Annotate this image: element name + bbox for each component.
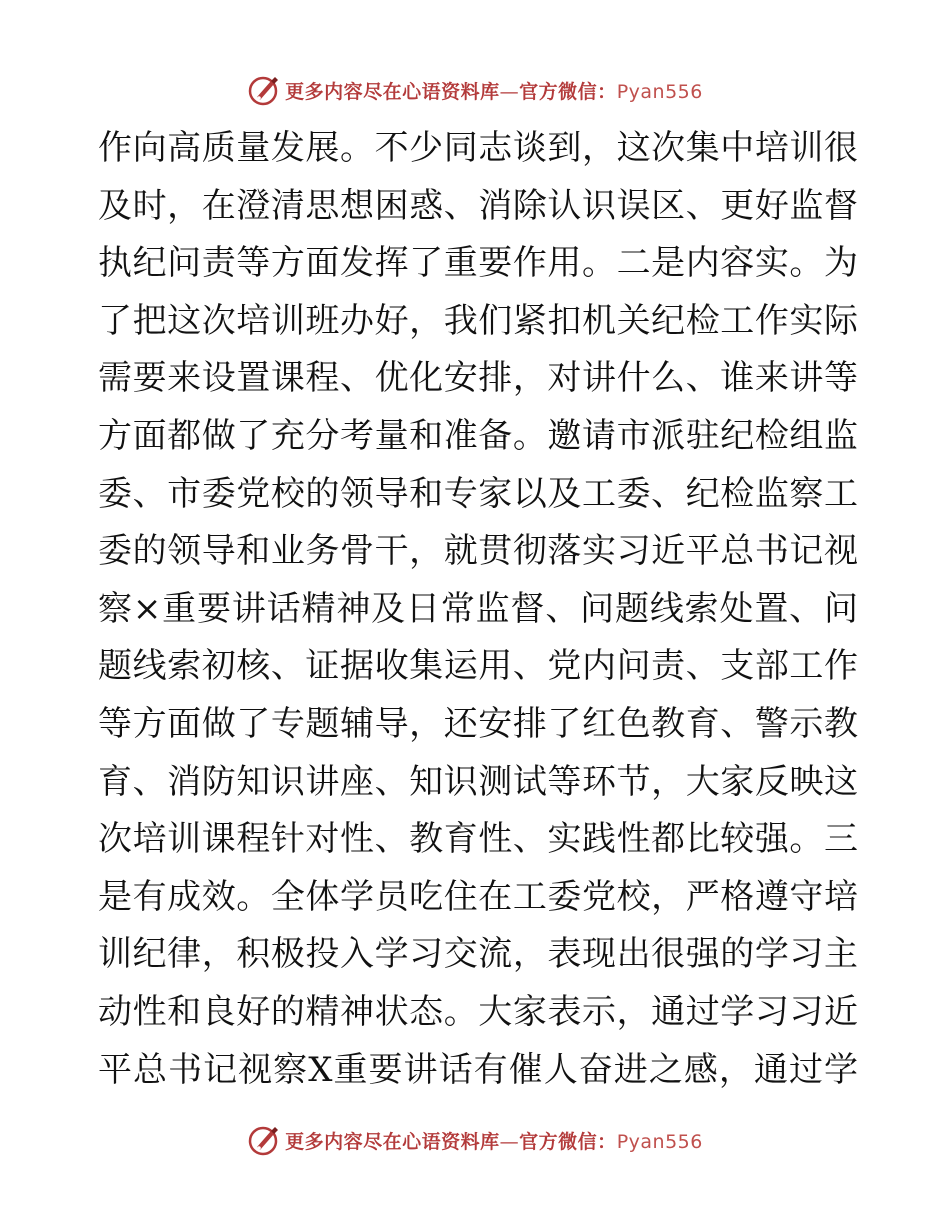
footer-banner [0, 1120, 950, 1160]
body-line: 及时，在澄清思想困惑、消除认识误区、更好监督 [98, 185, 858, 226]
header-banner-wechat-id: Pyan556 [616, 80, 703, 103]
body-line: 是有成效。全体学员吃住在工委党校，严格遵守培 [98, 876, 858, 917]
header-banner-dash: — [499, 80, 520, 103]
footer-banner-wechat-id: Pyan556 [616, 1130, 703, 1153]
body-line: 察×重要讲话精神及日常监督、问题线索处置、问 [98, 588, 858, 629]
body-line: 平总书记视察X重要讲话有催人奋进之感，通过学 [98, 1049, 858, 1090]
body-line: 题线索初核、证据收集运用、党内问责、支部工作 [98, 646, 858, 687]
pen-circle-logo-icon [247, 73, 281, 107]
body-line: 需要来设置课程、优化安排，对讲什么、谁来讲等 [98, 358, 858, 399]
body-line: 等方面做了专题辅导，还安排了红色教育、警示教 [98, 703, 858, 744]
body-line: 了把这次培训班办好，我们紧扣机关纪检工作实际 [98, 300, 858, 341]
body-line: 育、消防知识讲座、知识测试等环节，大家反映这 [98, 761, 858, 802]
body-line: 委的领导和业务骨干，就贯彻落实习近平总书记视 [98, 531, 858, 572]
body-line: 动性和良好的精神状态。大家表示，通过学习习近 [98, 991, 858, 1032]
header-banner-text [285, 77, 703, 104]
body-line: 方面都做了充分考量和准备。邀请市派驻纪检组监 [98, 415, 858, 456]
body-line: 执纪问责等方面发挥了重要作用。二是内容实。为 [98, 243, 858, 284]
pen-circle-logo-icon [247, 1123, 281, 1157]
document-body [98, 120, 858, 1099]
header-banner-wechat-label: 官方微信： [519, 80, 617, 103]
footer-banner-text [285, 1127, 703, 1154]
footer-banner-wechat-label: 官方微信： [519, 1130, 617, 1153]
body-line: 训纪律，积极投入学习交流，表现出很强的学习主 [98, 934, 858, 975]
body-line: 作向高质量发展。不少同志谈到，这次集中培训很 [98, 128, 858, 168]
body-line: 委、市委党校的领导和专家以及工委、纪检监察工 [98, 473, 858, 514]
header-banner-title: 更多内容尽在心语资料库 [285, 80, 500, 103]
body-line: 次培训课程针对性、教育性、实践性都比较强。三 [98, 819, 858, 860]
footer-banner-dash: — [499, 1130, 520, 1153]
footer-banner-title: 更多内容尽在心语资料库 [285, 1130, 500, 1153]
header-banner [0, 70, 950, 110]
